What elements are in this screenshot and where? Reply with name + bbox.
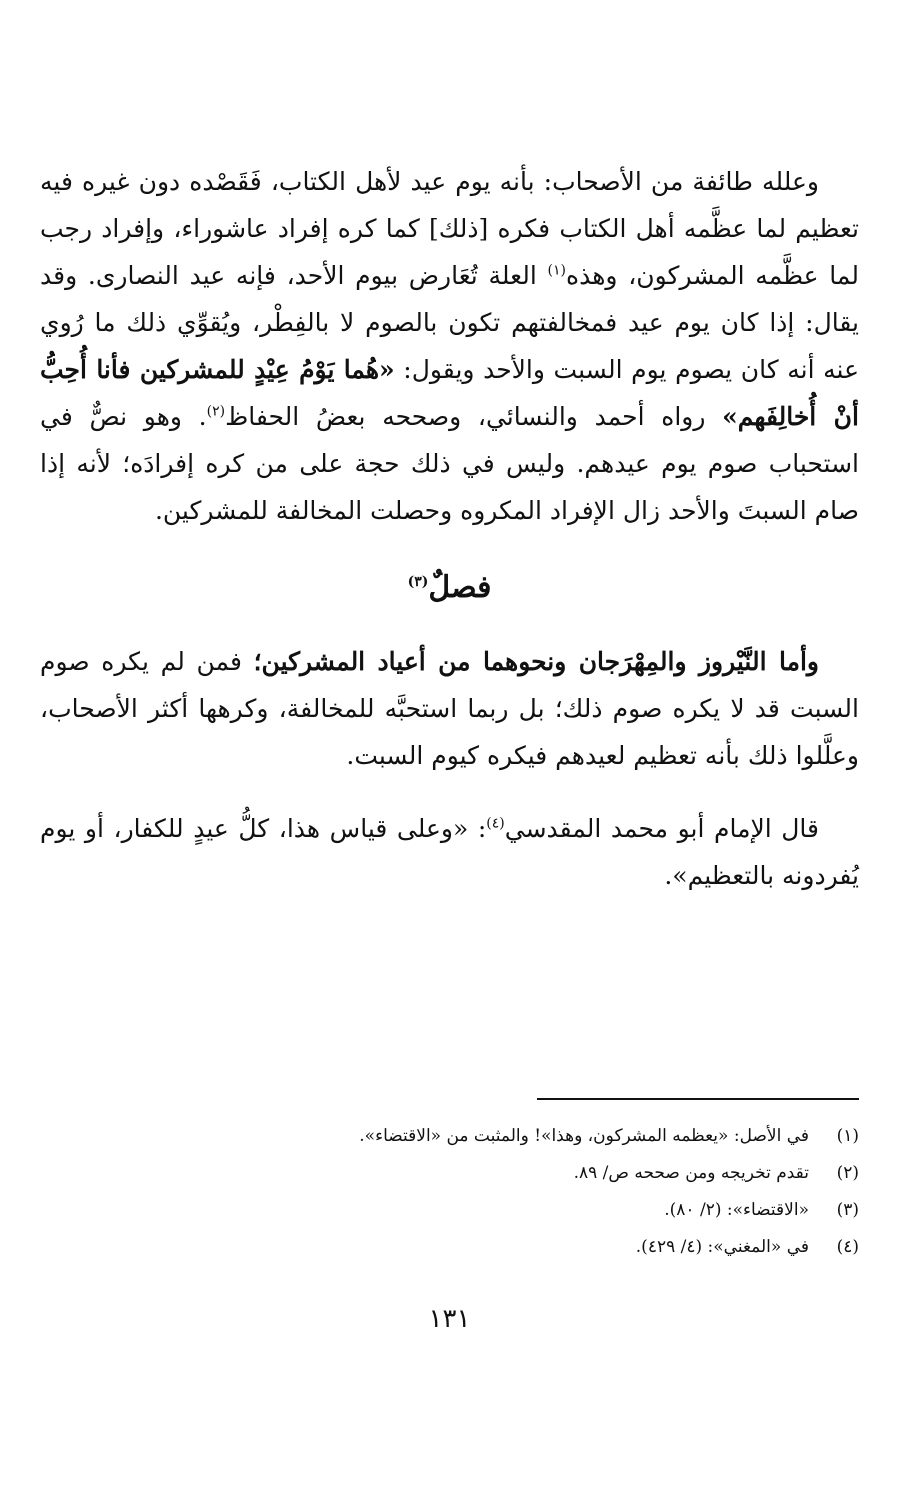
p3-text2: : «وعلى قياس هذا، كلُّ عيدٍ للكفار، أو يوم يُفردونه بالتعظيم». — [40, 814, 859, 890]
footnote-ref-4: (٤) — [486, 815, 505, 832]
heading-text: فصلٌ — [428, 570, 492, 605]
p1-text: وعلله طائفة من الأصحاب: بأنه يوم عيد لأهل الكتاب، فَقَصْده دون غيره فيه تعظيم لما عظَّمه أهل الكتاب فكره [ذلك] كما كره إفراد عاشوراء، وإفراد رجب لما عظَّمه المشركون، وهذه — [40, 167, 859, 290]
p1-text3: رواه أحمد والنسائي، وصححه بعضُ الحفاظ — [225, 402, 723, 431]
p2-bold: وأما النَّيْروز والمِهْرَجان ونحوهما من أعياد المشركين؛ — [253, 647, 819, 676]
section-heading — [40, 558, 859, 618]
footnote-4: (٤)في «المغني»: (٤/ ٤٢٩). — [635, 1237, 859, 1257]
footnote-separator — [537, 1098, 859, 1100]
p1-text2: العلة تُعَارض بيوم الأحد، فإنه عيد النصارى. وقد يقال: إذا كان يوم عيد فمخالفتهم تكون بالصوم لا بالفِطْر، ويُقوِّي ذلك ما رُوي عنه أنه كان يصوم يوم السبت والأحد ويقول: — [40, 261, 860, 384]
footnote-ref-3: (٣) — [407, 574, 429, 590]
page-number: ١٣١ — [428, 1304, 471, 1334]
footnote-ref-1: (١) — [547, 262, 566, 279]
footnote-3: (٣)«الاقتضاء»: (٢/ ٨٠). — [664, 1200, 859, 1220]
footnotes — [40, 1118, 859, 1266]
footnote-ref-2: (٢) — [206, 403, 226, 420]
hadith-quote: «هُما يَوْمُ عِيْدٍ للمشركين فأنا أُحِبُّ أنْ أُخالِفَهم» — [40, 355, 859, 431]
p2-text: فمن لم يكره صوم السبت قد لا يكره صوم ذلك؛ بل ربما استحبَّه للمخالفة، وكرهها أكثر الأصحاب، وعلَّلوا ذلك بأنه تعظيم لعيدهم فيكره كيوم السبت. — [40, 647, 859, 770]
p3-text: قال الإمام أبو محمد المقدسي — [504, 814, 819, 843]
p1-text4: . وهو نصٌّ في استحباب صوم يوم عيدهم. وليس في ذلك حجة على من كره إفرادَه؛ لأنه إذا صام السبتَ والأحد زال الإفراد المكروه وحصلت المخالفة للمشركين. — [40, 402, 859, 525]
footnote-1: (١)في الأصل: «يعظمه المشركون، وهذا»! والمثبت من «الاقتضاء». — [359, 1126, 859, 1146]
paragraph-2 — [40, 638, 859, 779]
footnote-2: (٢)تقدم تخريجه ومن صححه ص/ ٨٩. — [573, 1163, 859, 1183]
paragraph-1 — [40, 158, 859, 534]
paragraph-3 — [40, 805, 859, 899]
